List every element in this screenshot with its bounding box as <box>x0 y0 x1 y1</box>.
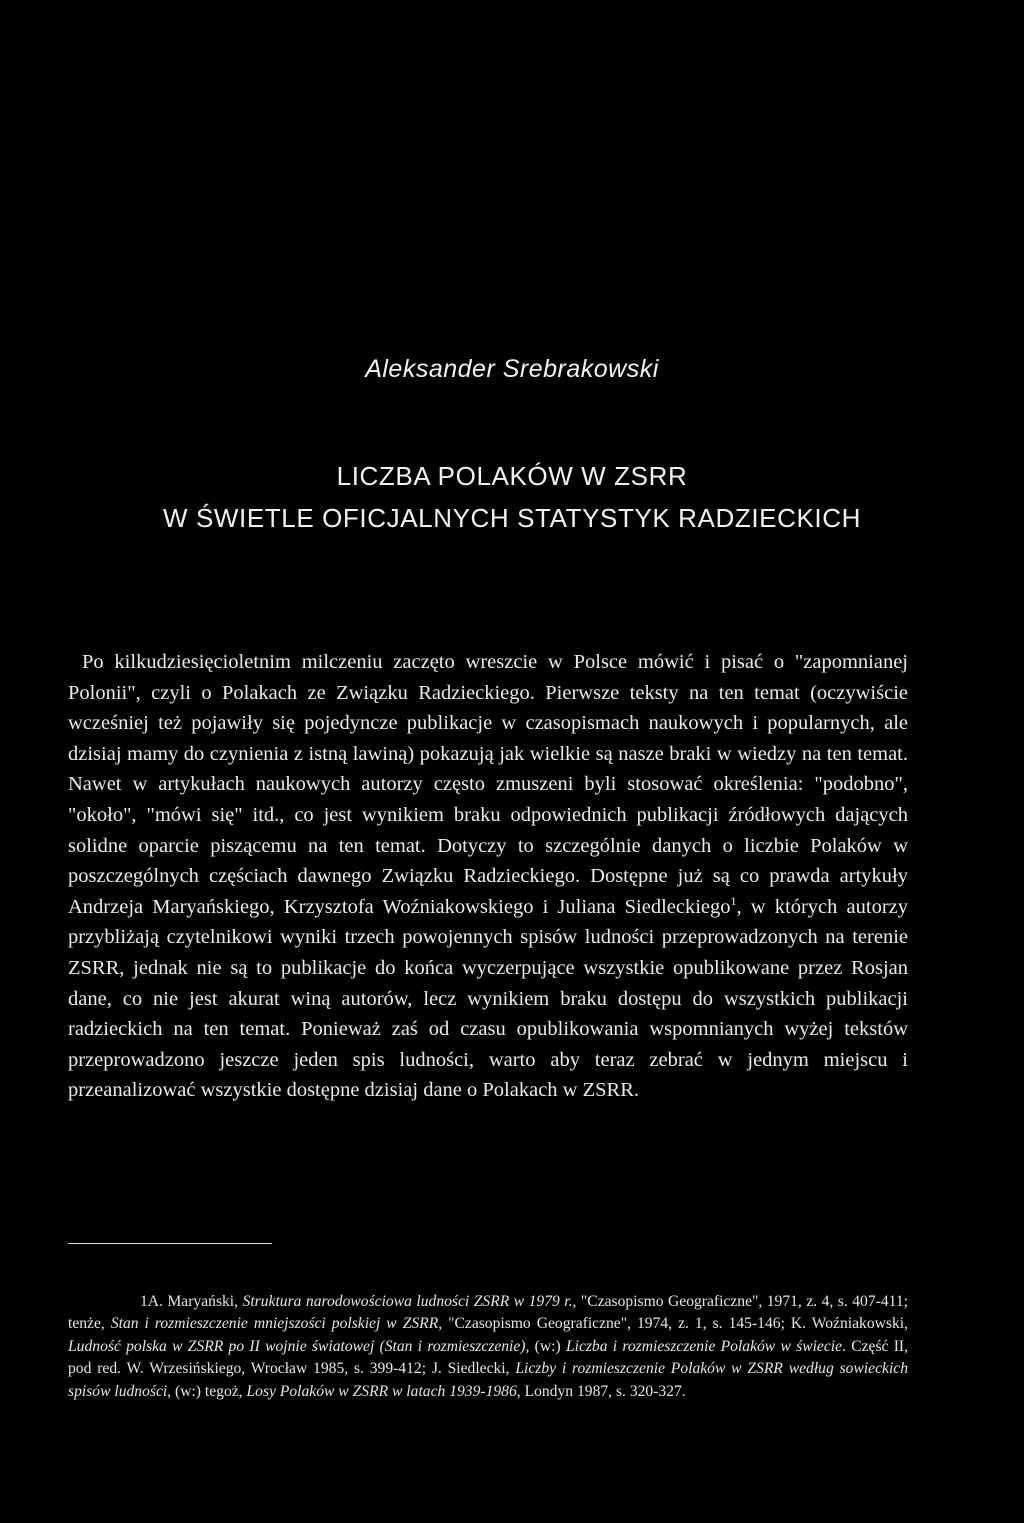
footnote-title: Liczby i rozmieszczenie Polaków w ZSRR według sowieckich spisów ludności <box>68 1360 908 1400</box>
footnote-text: A. Maryański, <box>147 1293 243 1310</box>
footnote-ref-number: 1 <box>140 1293 148 1310</box>
title-line-1: LICZBA POLAKÓW W ZSRR <box>336 461 688 491</box>
footnote-text: , "Czasopismo Geograficzne", 1971, z. 4, s. 407-411; tenże, <box>68 1293 908 1333</box>
footnote-text: , (w:) <box>525 1337 566 1355</box>
footnote-separator <box>68 1243 272 1244</box>
footnote-title: Losy Polaków w ZSRR w latach 1939-1986 <box>246 1382 517 1400</box>
footnote-title: Ludność polska w ZSRR po II wojnie światowej (Stan i rozmieszczenie) <box>68 1337 526 1355</box>
footnote-text: . Część II, pod red. W. Wrzesińskiego, Wrocław 1985, s. 399-412; J. Siedlecki, <box>68 1337 908 1378</box>
footnote-text: , (w:) tegoż, <box>167 1382 247 1400</box>
body-paragraph <box>68 647 908 1106</box>
article-title <box>0 455 1024 539</box>
footnote-text: , Londyn 1987, s. 320-327. <box>516 1382 686 1400</box>
footnote-title: Struktura narodowościowa ludności ZSRR w 1979 r. <box>242 1293 573 1310</box>
body-text-part-1: Po kilkudziesięcioletnim milczeniu zaczęto wreszcie w Polsce mówić i pisać o "zapomnianej Polonii", czyli o Polakach ze Związku Radzieckiego. Pierwsze teksty na ten temat (oczywiście wcześniej też pojawiły się pojedyncze publikacje w czasopismach naukowych i popularnych, ale dzisiaj mamy do czynienia z istną lawiną) pokazują jak wielkie są nasze braki w wiedzy na ten temat. Nawet w artykułach naukowych autorzy często zmuszeni byli stosować określenia: "podobno", "około", "mówi się" itd., co jest wynikiem braku odpowiednich publikacji źródłowych dających solidne oparcie piszącemu na ten temat. Dotyczy to szczególnie danych o liczbie Polaków w poszczególnych częściach dawnego Związku Radzieckiego. Dostępne już są co prawda artykuły Andrzeja Maryańskiego, Krzysztofa Woźniakowskiego i Juliana Siedleckiego <box>68 651 908 918</box>
footnote-text: , "Czasopismo Geograficzne", 1974, z. 1, s. 145-146; K. Woźniakowski, <box>438 1315 908 1333</box>
footnote-title: Stan i rozmieszczenie mniejszości polskiej w ZSRR <box>110 1315 439 1333</box>
body-text-part-2: , w których autorzy przybliżają czytelnikowi wyniki trzech powojennych spisów ludności przeprowadzonych na terenie ZSRR, jednak nie są to publikacje do końca wyczerpujące wszystkie opublikowane przez Rosjan dane, co nie jest akurat winą autorów, lecz wynikiem braku dostępu do wszystkich publikacji radzieckich na ten temat. Ponieważ zaś od czasu opublikowania wspomnianych wyżej tekstów przeprowadzono jeszcze jeden spis ludności, warto aby teraz zebrać w jednym miejscu i przeanalizować wszystkie dostępne dzisiaj dane o Polakach w ZSRR. <box>68 895 908 1102</box>
footnote-reference: 1 <box>730 893 737 908</box>
title-line-2: W ŚWIETLE OFICJALNYCH STATYSTYK RADZIECKICH <box>162 503 862 533</box>
author-name: Aleksander Srebrakowski <box>365 355 659 383</box>
footnote <box>68 1291 908 1403</box>
footnote-title: Liczba i rozmieszczenie Polaków w świecie <box>565 1337 843 1355</box>
